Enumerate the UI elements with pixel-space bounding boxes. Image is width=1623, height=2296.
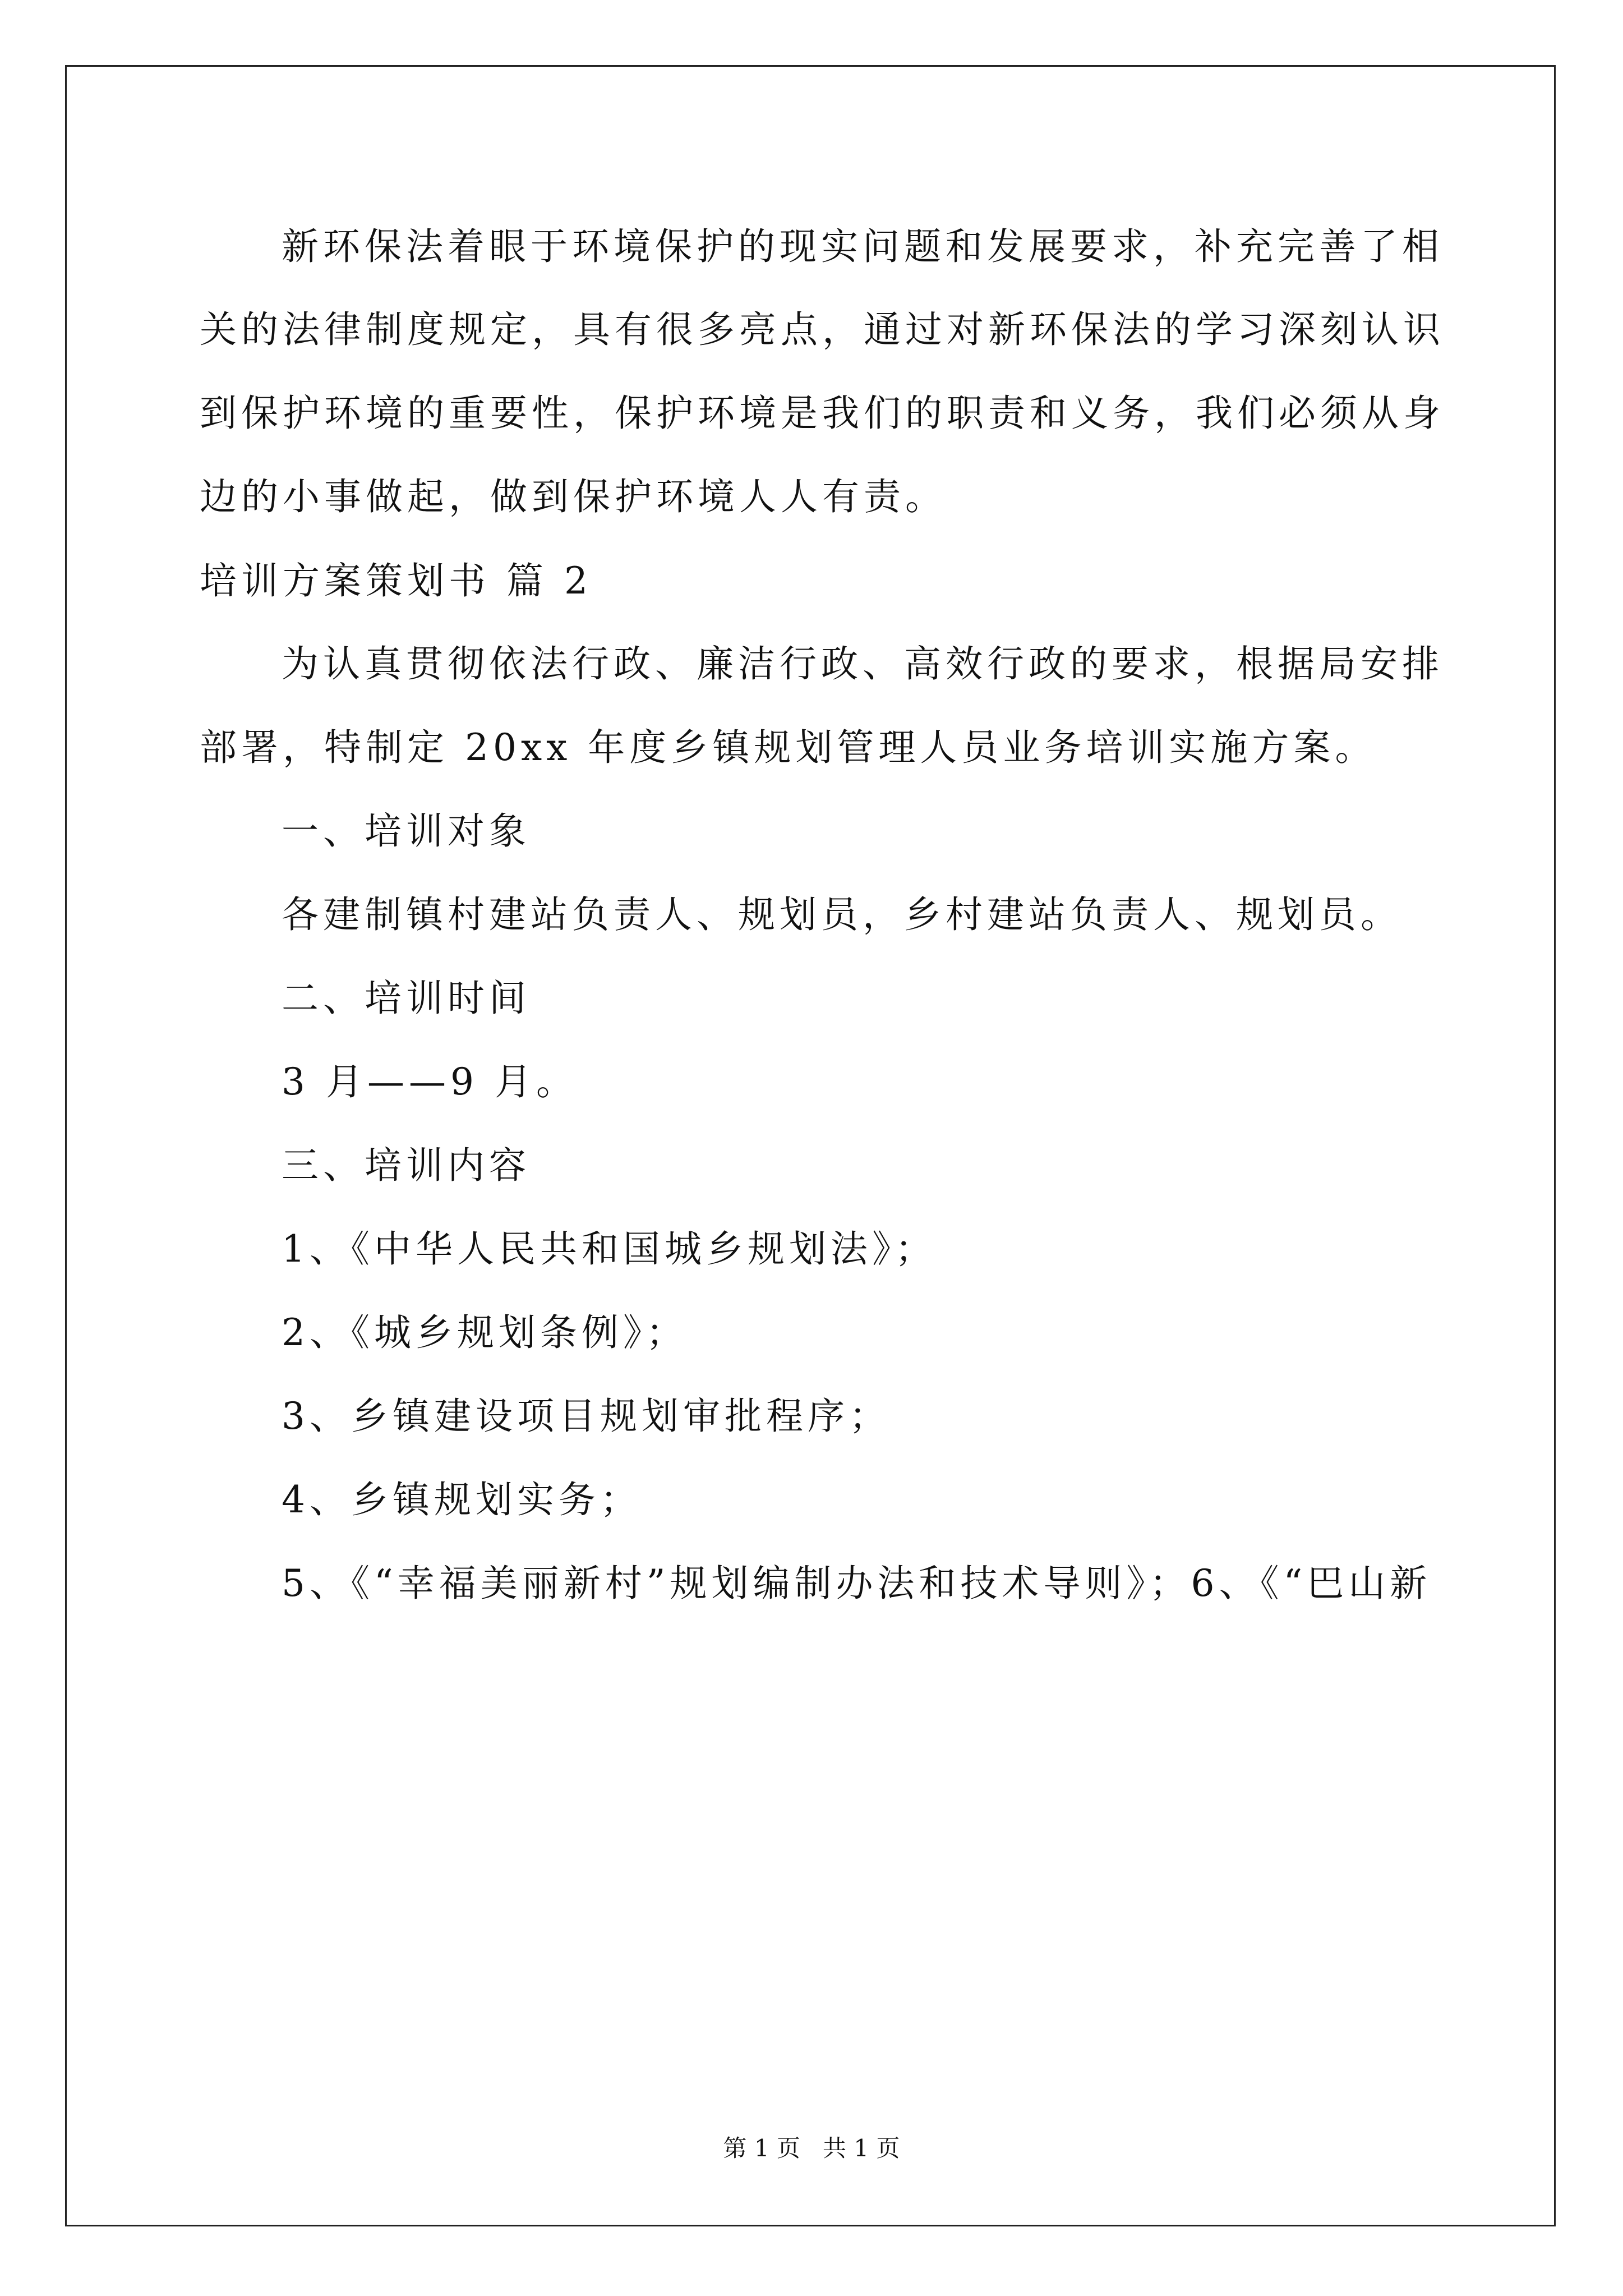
list-item: 4、乡镇规划实务； [282,1478,642,1521]
paragraph-line: 到保护环境的重要性，保护环境是我们的职责和义务，我们必须从身 [200,392,1445,435]
paragraph-line: 边的小事做起，做到保护环境人人有责。 [200,475,947,518]
section-title: 培训方案策划书 篇 2 [200,559,592,602]
heading-training-time: 二、培训时间 [282,977,531,1020]
paragraph-line: 部署，特制定 20xx 年度乡镇规划管理人员业务培训实施方案。 [200,726,1377,769]
paragraph-line: 关的法律制度规定，具有很多亮点，通过对新环保法的学习深刻认识 [200,308,1445,351]
paragraph-line: 新环保法着眼于环境保护的现实问题和发展要求，补充完善了相 [282,225,1444,268]
training-target-text: 各建制镇村建站负责人、规划员，乡村建站负责人、规划员。 [282,893,1402,936]
list-item: 5、《“幸福美丽新村”规划编制办法和技术导则》；6、《“巴山新 [282,1562,1432,1605]
heading-training-target: 一、培训对象 [282,809,531,853]
list-item: 1、《中华人民共和国城乡规划法》； [282,1227,937,1271]
list-item: 3、乡镇建设项目规划审批程序； [282,1395,891,1438]
page-footer: 第 1 页 共 1 页 [723,2134,900,2162]
list-item: 2、《城乡规划条例》； [282,1311,688,1354]
heading-training-content: 三、培训内容 [282,1144,531,1187]
training-time-text: 3 月——9 月。 [282,1060,578,1103]
paragraph-line: 为认真贯彻依法行政、廉洁行政、高效行政的要求，根据局安排 [282,642,1444,685]
